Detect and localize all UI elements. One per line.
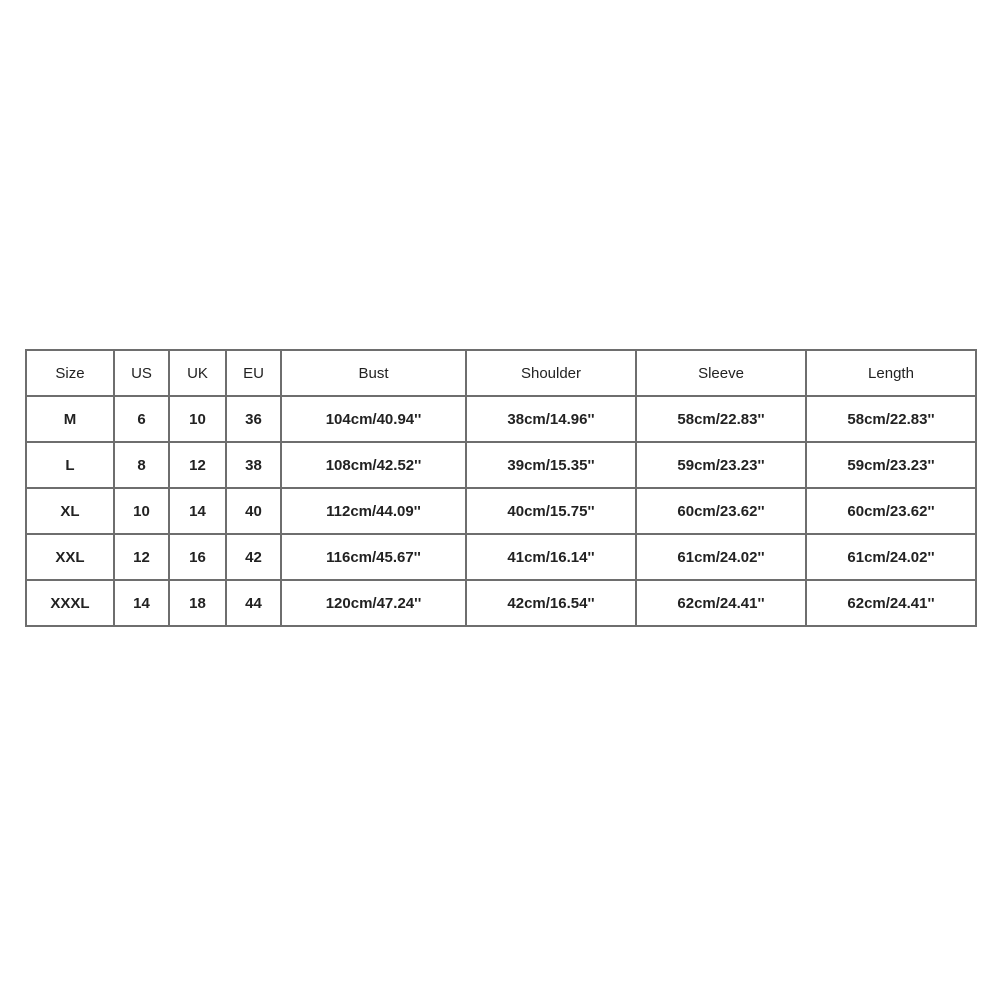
header-size: Size [26, 350, 114, 396]
cell-uk: 10 [169, 396, 226, 442]
cell-sleeve: 58cm/22.83'' [636, 396, 806, 442]
table-row [26, 534, 976, 580]
cell-length: 62cm/24.41'' [806, 580, 976, 626]
header-sleeve: Sleeve [636, 350, 806, 396]
cell-bust: 112cm/44.09'' [281, 488, 466, 534]
cell-length: 58cm/22.83'' [806, 396, 976, 442]
cell-length: 59cm/23.23'' [806, 442, 976, 488]
cell-uk: 18 [169, 580, 226, 626]
cell-us: 6 [114, 396, 169, 442]
cell-length: 61cm/24.02'' [806, 534, 976, 580]
cell-shoulder: 41cm/16.14'' [466, 534, 636, 580]
cell-bust: 108cm/42.52'' [281, 442, 466, 488]
cell-uk: 12 [169, 442, 226, 488]
table-row [26, 442, 976, 488]
cell-us: 12 [114, 534, 169, 580]
header-length: Length [806, 350, 976, 396]
table-row [26, 488, 976, 534]
cell-size: L [26, 442, 114, 488]
cell-eu: 36 [226, 396, 281, 442]
cell-sleeve: 61cm/24.02'' [636, 534, 806, 580]
cell-shoulder: 42cm/16.54'' [466, 580, 636, 626]
table-row [26, 396, 976, 442]
header-bust: Bust [281, 350, 466, 396]
cell-size: XXXL [26, 580, 114, 626]
cell-us: 14 [114, 580, 169, 626]
cell-size: M [26, 396, 114, 442]
cell-shoulder: 39cm/15.35'' [466, 442, 636, 488]
cell-sleeve: 60cm/23.62'' [636, 488, 806, 534]
cell-shoulder: 38cm/14.96'' [466, 396, 636, 442]
cell-bust: 104cm/40.94'' [281, 396, 466, 442]
cell-us: 10 [114, 488, 169, 534]
table-header-row [26, 350, 976, 396]
cell-sleeve: 62cm/24.41'' [636, 580, 806, 626]
cell-eu: 42 [226, 534, 281, 580]
cell-sleeve: 59cm/23.23'' [636, 442, 806, 488]
header-uk: UK [169, 350, 226, 396]
header-us: US [114, 350, 169, 396]
cell-bust: 116cm/45.67'' [281, 534, 466, 580]
header-shoulder: Shoulder [466, 350, 636, 396]
cell-length: 60cm/23.62'' [806, 488, 976, 534]
cell-size: XXL [26, 534, 114, 580]
cell-shoulder: 40cm/15.75'' [466, 488, 636, 534]
cell-eu: 38 [226, 442, 281, 488]
cell-uk: 16 [169, 534, 226, 580]
cell-uk: 14 [169, 488, 226, 534]
cell-eu: 40 [226, 488, 281, 534]
cell-size: XL [26, 488, 114, 534]
size-chart-table [25, 349, 977, 627]
cell-eu: 44 [226, 580, 281, 626]
table-row [26, 580, 976, 626]
cell-us: 8 [114, 442, 169, 488]
cell-bust: 120cm/47.24'' [281, 580, 466, 626]
header-eu: EU [226, 350, 281, 396]
